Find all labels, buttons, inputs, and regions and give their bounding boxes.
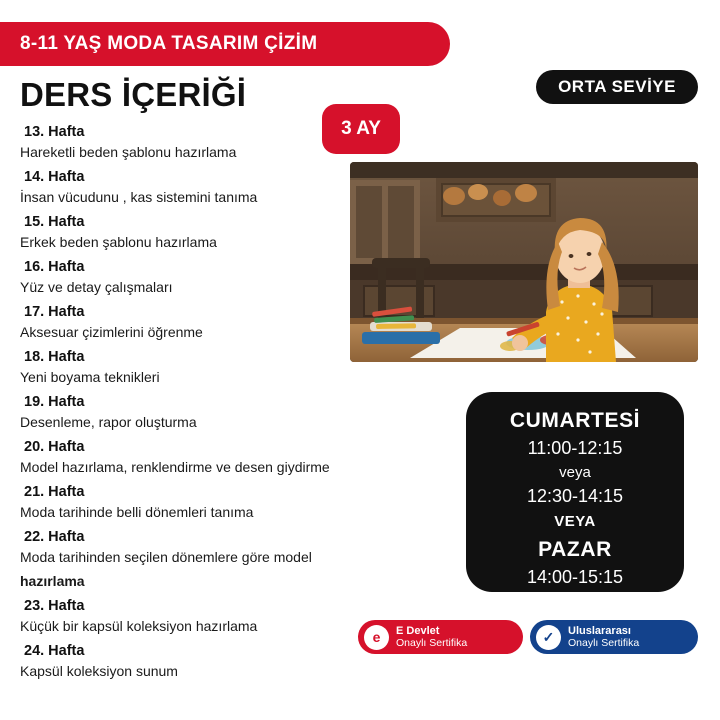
schedule-day-1: CUMARTESİ [509, 409, 641, 432]
girl-drawing-illustration [350, 162, 698, 362]
week-description: Hareketli beden şablonu hazırlama [20, 144, 237, 160]
week-description: Moda tarihinden seçilen dönemlere göre model [20, 549, 312, 565]
list-item [20, 212, 380, 256]
schedule-conjunction-1: veya [559, 464, 591, 481]
week-description: Yeni boyama teknikleri [20, 369, 160, 385]
list-item [20, 641, 380, 685]
week-description: Moda tarihinde belli dönemleri tanıma [20, 504, 254, 520]
week-label: 13. Hafta [24, 124, 85, 140]
certificate-badge-international [530, 620, 698, 654]
level-badge: ORTA SEVİYE [536, 70, 698, 104]
list-item [20, 527, 380, 595]
schedule-day-2: PAZAR [538, 538, 612, 561]
schedule-conjunction-2: VEYA [554, 513, 596, 530]
week-description: İnsan vücudunu , kas sistemini tanıma [20, 189, 258, 205]
certificate-line-2: Onaylı Sertifika [396, 637, 468, 649]
certificate-line-1: Uluslararası [568, 624, 631, 637]
week-label: 23. Hafta [24, 598, 85, 614]
list-item [20, 347, 380, 391]
curriculum-list [20, 122, 380, 686]
list-item [20, 596, 380, 640]
week-label: 15. Hafta [24, 214, 85, 230]
week-description-cont: hazırlama [20, 573, 85, 589]
list-item [20, 122, 380, 166]
certificate-text [568, 625, 639, 650]
week-description: Aksesuar çizimlerini öğrenme [20, 324, 203, 340]
week-label: 20. Hafta [24, 439, 85, 455]
week-label: 24. Hafta [24, 643, 85, 659]
week-description: Yüz ve detay çalışmaları [20, 279, 173, 295]
week-label: 18. Hafta [24, 349, 85, 365]
check-icon: ✓ [536, 625, 561, 650]
list-item [20, 257, 380, 301]
list-item [20, 437, 380, 481]
certificate-line-1: E Devlet [396, 624, 440, 637]
list-item [20, 302, 380, 346]
schedule-time-1: 11:00-12:15 [527, 438, 623, 458]
list-item [20, 482, 380, 526]
week-label: 14. Hafta [24, 169, 85, 185]
banner-title: 8-11 YAŞ MODA TASARIM ÇİZİM [20, 33, 318, 54]
e-devlet-icon: e [364, 625, 389, 650]
week-label: 16. Hafta [24, 259, 85, 275]
header-banner [0, 22, 450, 66]
week-description: Desenleme, rapor oluşturma [20, 414, 197, 430]
week-description: Erkek beden şablonu hazırlama [20, 234, 217, 250]
lesson-photo [350, 162, 698, 362]
week-label: 21. Hafta [24, 484, 85, 500]
list-item [20, 167, 380, 211]
schedule-time-3: 14:00-15:15 [526, 567, 624, 587]
certificate-badge-edevlet [358, 620, 523, 654]
week-label: 17. Hafta [24, 304, 85, 320]
list-item [20, 392, 380, 436]
week-description: Küçük bir kapsül koleksiyon hazırlama [20, 618, 258, 634]
week-description: Model hazırlama, renklendirme ve desen giydirme [20, 459, 330, 475]
week-label: 22. Hafta [24, 529, 85, 545]
certificate-line-2: Onaylı Sertifika [568, 637, 640, 649]
week-description: Kapsül koleksiyon sunum [20, 663, 178, 679]
certificate-text [396, 625, 467, 650]
duration-badge: 3 AY [322, 104, 400, 154]
schedule-card [466, 392, 684, 592]
schedule-time-2: 12:30-14:15 [526, 486, 624, 506]
week-label: 19. Hafta [24, 394, 85, 410]
page-title: DERS İÇERİĞİ [20, 76, 247, 113]
